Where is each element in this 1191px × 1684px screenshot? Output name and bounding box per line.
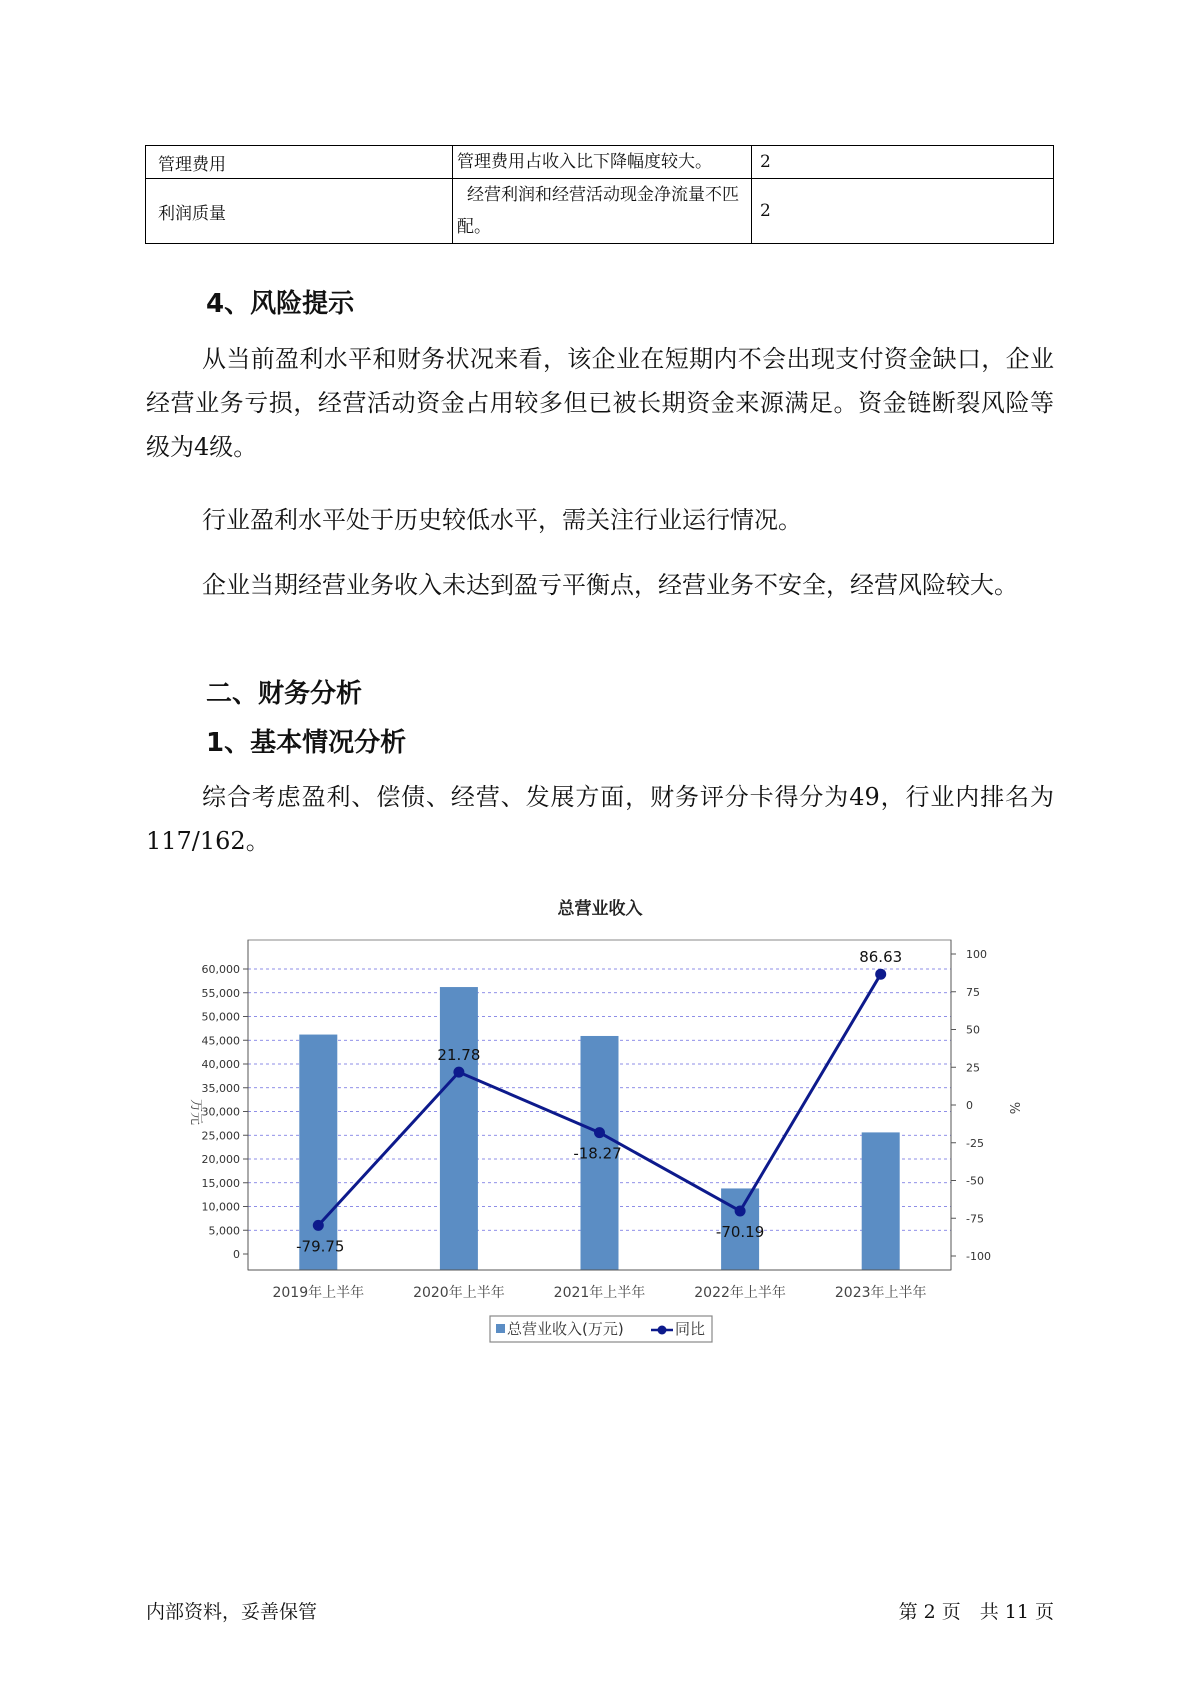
- section-heading-risk: 4、风险提示: [206, 289, 355, 319]
- y-tick-label: 5,000: [208, 1224, 240, 1238]
- table-cell-item: 利润质量: [146, 179, 453, 244]
- x-tick-label: 2020年上半年: [413, 1285, 505, 1301]
- y2-tick-label: 100: [966, 948, 987, 961]
- y-tick-label: 10,000: [201, 1200, 240, 1214]
- footer-page-number: 第 2 页 共 11 页: [898, 1601, 1054, 1623]
- y2-tick-label: 50: [966, 1023, 980, 1037]
- y-axis-right: [951, 940, 991, 1270]
- paragraph: 行业盈利水平处于历史较低水平，需关注行业运行情况。: [202, 506, 802, 534]
- data-label: -18.27: [573, 1144, 622, 1163]
- y-tick-label: 20,000: [201, 1153, 240, 1166]
- y-tick-label: 60,000: [201, 963, 240, 976]
- x-tick-label: 2022年上半年: [694, 1285, 786, 1301]
- data-point: [313, 1220, 324, 1231]
- section-heading-finance: 二、财务分析: [206, 679, 363, 709]
- table-cell-item: 管理费用: [146, 146, 453, 179]
- subsection-heading: 1、基本情况分析: [206, 728, 407, 758]
- y-tick-label: 35,000: [201, 1081, 240, 1095]
- bar: [299, 1035, 337, 1270]
- y-tick-label: 55,000: [201, 986, 240, 1000]
- legend-label-revenue: 总营业收入(万元): [507, 1320, 624, 1338]
- y-axis-label: 万元: [188, 1098, 203, 1126]
- data-label: 21.78: [437, 1046, 481, 1065]
- paragraph: 从当前盈利水平和财务状况来看，该企业在短期内不会出现支付资金缺口，企业经营业务亏损，经营活动资金占用较多但已被长期资金来源满足。资金链断裂风险等级为4级。: [146, 345, 1054, 461]
- y2-tick-label: -75: [966, 1212, 984, 1226]
- data-point: [453, 1067, 464, 1078]
- data-point: [735, 1205, 746, 1216]
- y2-tick-label: 0: [966, 1099, 973, 1112]
- y2-tick-label: -50: [966, 1174, 984, 1188]
- table-cell-score: 2: [752, 179, 1054, 244]
- x-tick-label: 2023年上半年: [834, 1285, 927, 1301]
- footer-confidential: 内部资料，妥善保管: [146, 1601, 318, 1623]
- data-label: -79.75: [296, 1237, 345, 1256]
- data-point: [594, 1127, 605, 1138]
- chart-legend: [490, 1316, 712, 1342]
- y2-axis-label: %: [1006, 1101, 1021, 1115]
- paragraph: 综合考虑盈利、偿债、经营、发展方面，财务评分卡得分为49，行业内排名为117/162。: [146, 783, 1054, 855]
- data-label: 86.63: [859, 948, 903, 967]
- y2-tick-label: -25: [966, 1136, 984, 1150]
- x-axis: [248, 1270, 951, 1301]
- y-tick-label: 15,000: [201, 1176, 240, 1190]
- y2-tick-label: -100: [966, 1250, 991, 1263]
- legend-swatch-bar: [496, 1324, 505, 1333]
- y-tick-label: 50,000: [201, 1010, 240, 1024]
- table-cell-score: 2: [752, 146, 1054, 179]
- x-tick-label: 2021年上半年: [553, 1285, 646, 1301]
- table-cell-desc: 管理费用占收入比下降幅度较大。: [453, 146, 752, 179]
- y-tick-label: 25,000: [201, 1129, 240, 1143]
- y-tick-label: 0: [233, 1248, 240, 1261]
- chart-title: 总营业收入: [557, 899, 643, 919]
- data-point: [875, 969, 886, 980]
- y-tick-label: 30,000: [201, 1105, 240, 1119]
- y-tick-label: 45,000: [201, 1034, 240, 1048]
- y2-tick-label: 75: [966, 985, 980, 999]
- table-cell-desc: 经营利润和经营活动现金净流量不匹配。: [453, 179, 752, 244]
- paragraph: 企业当期经营业务收入未达到盈亏平衡点，经营业务不安全，经营风险较大。: [202, 571, 1018, 599]
- bar: [440, 987, 478, 1270]
- bar: [862, 1132, 900, 1270]
- legend-swatch-marker: [658, 1326, 667, 1335]
- legend-label-yoy: 同比: [675, 1320, 706, 1338]
- y-tick-label: 40,000: [201, 1058, 240, 1071]
- y-axis-left: [202, 940, 249, 1270]
- x-tick-label: 2019年上半年: [272, 1285, 365, 1301]
- data-label: -70.19: [715, 1222, 765, 1241]
- y2-tick-label: 25: [966, 1061, 980, 1075]
